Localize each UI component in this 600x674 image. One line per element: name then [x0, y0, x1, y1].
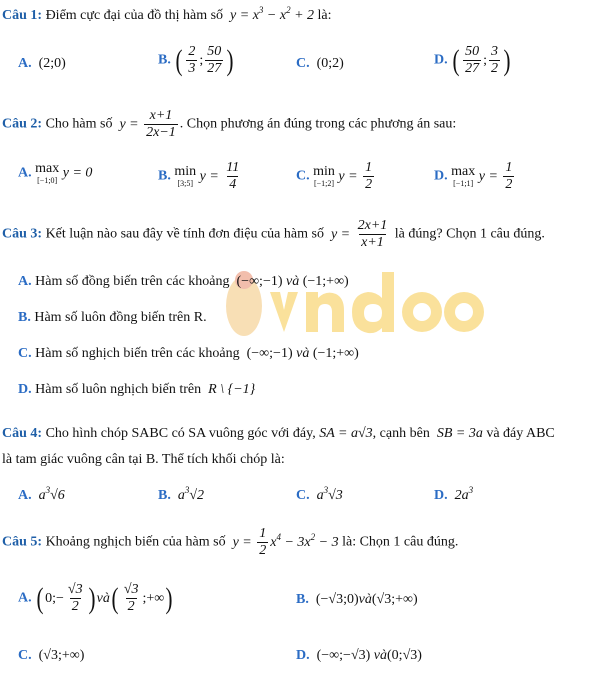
option-value: ( $\frac{50}{27}$ ; $\frac{3}{2}$ ) [452, 43, 511, 77]
q5-option-c[interactable]: C. (√3;+∞) [18, 648, 85, 663]
question-suffix: là: [317, 8, 332, 23]
question-3-stem: Câu 3: Kết luận nào sau đây về tính đơn điệu của hàm số y = $\frac{2x+1}{x+1}$ là đúng? Chọn 1 câu đúng. [2, 218, 545, 250]
option-value: $a^3√6$ [35, 485, 65, 503]
q2-option-a[interactable]: A. max [−1;0] y = 0 [18, 161, 93, 185]
option-value: $a^3√3$ [313, 485, 343, 503]
option-value: $2a^3$ [451, 485, 474, 503]
question-5-stem: Câu 5: Khoảng nghịch biến của hàm số y = $\frac{1}{2}$ $x^4 - 3x^2 - 3$ là: Chọn 1 câu đúng. [2, 526, 459, 558]
q4-option-b[interactable]: B. $a^3√2$ [158, 485, 205, 503]
question-formula-2: SB = 3a [433, 426, 487, 441]
q4-option-c[interactable]: C. $a^3√3$ [296, 485, 343, 503]
question-4-line2: là tam giác vuông cân tại B. Thể tích khối chóp là: [2, 452, 285, 467]
option-value: (−∞;−1) và (−1;+∞) [243, 346, 359, 361]
q2-option-d[interactable]: D. max [−1;1] y = $\frac{1}{2}$ [434, 160, 516, 193]
option-value: y = $\frac{11}{4}$ [199, 160, 240, 192]
question-4-stem: Câu 4: Cho hình chóp SABC có SA vuông góc với đáy, SA = a√3, cạnh bên SB = 3a và đáy ABC [2, 426, 555, 441]
question-1-stem [2, 5, 332, 24]
question-2-stem: Câu 2: Cho hàm số y = $\frac{x+1}{2x-1}$ . Chọn phương án đúng trong các phương án sau: [2, 108, 457, 140]
q3-option-d[interactable]: D. Hàm số luôn nghịch biến trên R \ {−1} [18, 382, 256, 397]
q4-option-a[interactable]: A. $a^3√6$ [18, 485, 65, 503]
option-value: y = $\frac{1}{2}$ [478, 160, 513, 192]
q3-option-b[interactable]: B. Hàm số luôn đồng biến trên R. [18, 310, 207, 325]
q5-option-b[interactable]: B. (−√3;0)và(√3;+∞) [296, 592, 418, 607]
q2-option-b[interactable]: B. min [3;5] y = $\frac{11}{4}$ [158, 160, 243, 193]
question-formula: y = $\frac{1}{2}$ $x^4 - 3x^2 - 3$ [229, 526, 339, 558]
q3-option-a[interactable]: A. Hàm số đồng biến trên các khoảng (−∞;−1) và (−1;+∞) [18, 274, 349, 289]
option-value: (0;2) [313, 56, 344, 71]
q5-option-a[interactable]: A. ( 0;− $\frac{√3}{2}$ ) và( $\frac{√3}{2}$ ;+∞) [18, 581, 173, 615]
option-value: $a^3√2$ [174, 485, 205, 503]
option-value: (√3;+∞) [35, 648, 85, 663]
option-value: y = $\frac{1}{2}$ [338, 160, 373, 192]
q1-option-c[interactable]: C. (0;2) [296, 56, 344, 71]
question-text: Điểm cực đại của đồ thị hàm số [45, 8, 224, 23]
q4-option-d[interactable]: D. $2a^3$ [434, 485, 474, 503]
option-value: R \ {−1} [204, 382, 256, 397]
question-formula: y = $\frac{x+1}{2x-1}$ [115, 108, 176, 140]
option-value: ( 0;− $\frac{√3}{2}$ ) và( $\frac{√3}{2}$ ;+∞) [36, 581, 173, 615]
option-value: (2;0) [35, 56, 66, 71]
q1-option-a[interactable]: A. (2;0) [18, 56, 66, 71]
q1-option-d[interactable]: D. ( $\frac{50}{27}$ ; $\frac{3}{2}$ ) [434, 43, 511, 77]
option-value: ( $\frac{2}{3}$ ; $\frac{50}{27}$ ) [175, 43, 234, 77]
option-value: (−√3;0)và(√3;+∞) [312, 592, 418, 607]
question-formula: SA = a√3 [319, 426, 373, 441]
option-value: (−∞;−1) và (−1;+∞) [233, 274, 349, 289]
question-formula: y = $\frac{2x+1}{x+1}$ [327, 218, 388, 250]
q5-option-d[interactable]: D. (−∞;−√3) và(0;√3) [296, 648, 422, 663]
question-label: Câu 1: [2, 8, 43, 23]
q1-option-b[interactable]: B. ( $\frac{2}{3}$ ; $\frac{50}{27}$ ) [158, 43, 234, 77]
q3-option-c[interactable]: C. Hàm số nghịch biến trên các khoảng (−∞;−1) và (−1;+∞) [18, 346, 359, 361]
q2-option-c[interactable]: C. min [−1;2] y = $\frac{1}{2}$ [296, 160, 376, 193]
question-formula: $y = x^3 - x^2 + 2$ [226, 5, 318, 23]
option-value: y = 0 [62, 165, 93, 181]
vndoc-watermark-logo [222, 258, 484, 342]
option-value: (−∞;−√3) và(0;√3) [313, 648, 422, 663]
